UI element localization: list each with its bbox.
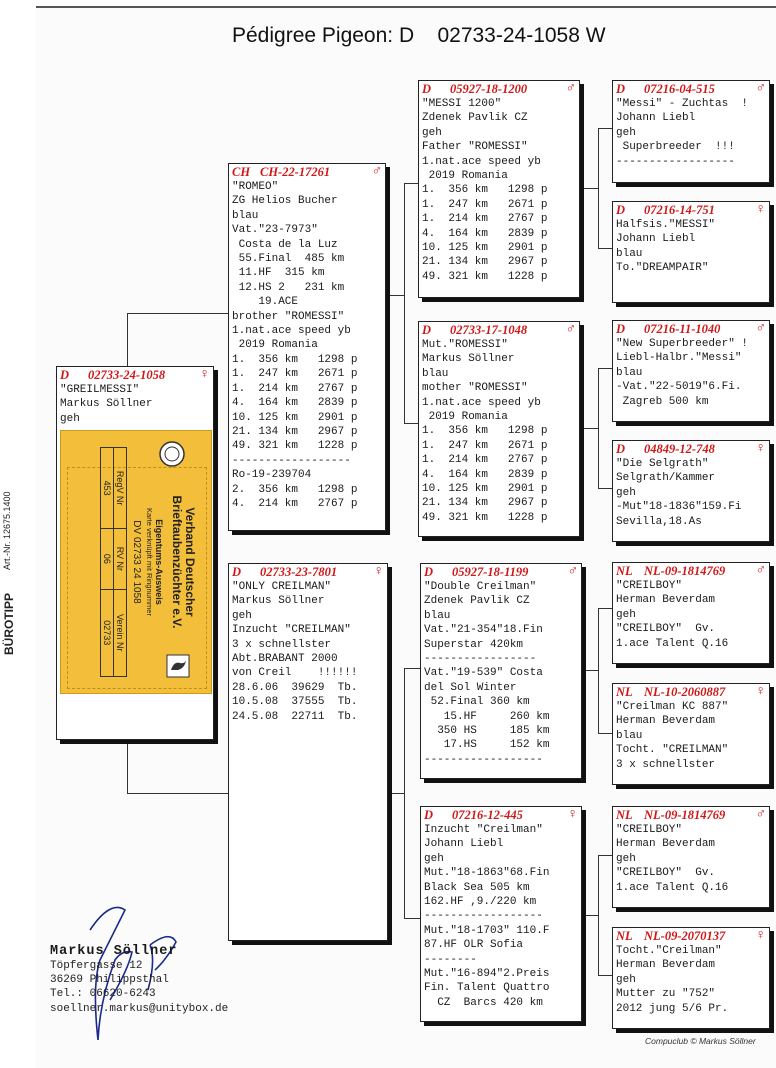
card-line: -------- — [424, 953, 477, 966]
card-line: 49. 321 km 1228 p — [232, 440, 358, 453]
maternal-granddam-card — [420, 806, 582, 1022]
country-code: D — [422, 81, 432, 96]
country-code: D — [424, 564, 434, 579]
sex-symbol: ♂ — [565, 322, 576, 337]
connector — [388, 793, 404, 794]
card-line: blau — [232, 209, 259, 222]
card-line: 1. 247 km 2671 p — [422, 198, 548, 211]
country-code: NL — [616, 684, 633, 699]
ring-number: 07216-04-515 — [644, 81, 715, 96]
card-line: Zdenek Pavlik CZ — [422, 112, 528, 125]
card-header — [613, 563, 769, 579]
card-line: geh — [232, 609, 252, 622]
ggp-card-5 — [612, 562, 770, 664]
card-line: geh — [424, 852, 444, 865]
ggp-card-1 — [612, 80, 770, 183]
ring-number: 02733-17-1048 — [450, 322, 528, 337]
card-line: 21. 134 km 2967 p — [232, 425, 358, 438]
connector — [598, 368, 599, 488]
card-line: Liebl-Halbr."Messi" — [616, 352, 742, 365]
card-line: 10. 125 km 2901 p — [232, 411, 358, 424]
card-line: blau — [616, 247, 643, 260]
country-code: NL — [616, 563, 633, 578]
owner-phone: Tel.: 06620-6243 — [50, 988, 156, 1001]
card-line: Herman Beverdam — [616, 838, 716, 851]
article-number: Art.-Nr. 12675.1400 — [2, 491, 12, 570]
card-line: blau — [424, 609, 451, 622]
card-line: 52.Final 360 km — [424, 696, 530, 709]
card-line: 1. 247 km 2671 p — [232, 368, 358, 381]
card-header — [229, 564, 387, 580]
card-line: ----------------- — [424, 653, 537, 666]
card-line: Mut."18-1863"68.Fin — [424, 867, 550, 880]
card-line: Ro-19-239704 — [232, 469, 312, 482]
card-line: Vat."21-354"18.Fin — [424, 624, 543, 637]
card-line: 1.nat.ace speed yb — [232, 325, 351, 338]
card-line: 3 x schnellster — [232, 638, 332, 651]
verein-header: Verein Nr — [114, 589, 127, 676]
card-line: "ROMEO" — [232, 181, 279, 193]
card-line: 12.HS 2 231 km — [232, 281, 345, 294]
card-line: "MESSI 1200" — [422, 98, 502, 110]
card-line: geh — [616, 973, 636, 986]
sex-symbol: ♀ — [755, 441, 766, 456]
sex-symbol: ♂ — [755, 321, 766, 336]
owner-name: Markus Söllner — [50, 944, 178, 959]
card-line: 4. 164 km 2839 p — [422, 468, 548, 481]
association-seal-icon — [157, 439, 187, 469]
card-line: "New Superbreeder" ! — [616, 338, 749, 350]
card-line: 1. 356 km 1298 p — [422, 425, 548, 438]
card-line: Superbreeder !!! — [616, 141, 735, 154]
card-line: 2019 Romania — [422, 411, 508, 424]
card-line: Selgrath/Kammer — [616, 472, 716, 485]
card-line: Markus Söllner — [60, 398, 153, 411]
rv-value: 06 — [101, 529, 114, 589]
card-line: ------------------ — [232, 454, 351, 467]
country-code: D — [616, 321, 626, 336]
card-line: geh — [60, 412, 80, 425]
connector — [598, 855, 599, 975]
brand-label: BÜROTIPP — [2, 592, 16, 655]
card-line: 4. 214 km 2767 p — [232, 497, 358, 510]
country-code: D — [616, 441, 626, 456]
connector — [404, 918, 420, 919]
card-line: Herman Beverdam — [616, 594, 716, 607]
card-line: Johann Liebl — [424, 838, 504, 851]
card-header — [613, 928, 769, 944]
ring-number: 07216-12-445 — [452, 807, 523, 822]
sex-symbol: ♂ — [755, 807, 766, 822]
ring-number: 05927-18-1199 — [452, 564, 529, 579]
sire-card — [228, 163, 386, 531]
card-line: 55.Final 485 km — [232, 253, 345, 266]
ownership-card-content — [76, 447, 196, 677]
card-line: blau — [422, 367, 449, 380]
card-line: 24.5.08 22711 Tb. — [232, 710, 358, 723]
card-line: 2019 Romania — [232, 339, 318, 352]
card-line: Tocht. "CREILMAN" — [616, 744, 729, 757]
card-line: 19.ACE — [232, 296, 299, 309]
connector — [404, 668, 405, 918]
card-header — [613, 684, 769, 700]
paternal-grandsire-card — [418, 80, 580, 298]
card-line: ------------------ — [616, 155, 735, 168]
card-line: -Vat."22-5019"6.Fi. — [616, 381, 742, 394]
card-line: 1. 214 km 2767 p — [422, 454, 548, 467]
ggp-card-3 — [612, 320, 770, 422]
card-note: Karte verknüpft mit Ringnummer — [145, 508, 154, 616]
card-line: von Creil !!!!!! — [232, 667, 358, 680]
card-line: To."DREAMPAIR" — [616, 262, 709, 275]
card-header — [613, 202, 769, 218]
country-code: D — [424, 807, 434, 822]
card-line: "CREILBOY" — [616, 824, 683, 836]
country-code: CH — [232, 164, 251, 179]
card-line: 1.nat.ace speed yb — [422, 396, 541, 409]
sex-symbol: ♀ — [755, 928, 766, 943]
card-line: 49. 321 km 1228 p — [422, 511, 548, 524]
connector — [385, 295, 404, 296]
pigeon-logo-icon — [165, 653, 191, 679]
card-line: Johann Liebl — [616, 233, 696, 246]
card-line: del Sol Winter — [424, 681, 517, 694]
card-line: "CREILBOY" Gv. — [616, 867, 716, 880]
sex-symbol: ♀ — [755, 684, 766, 699]
country-code: D — [232, 564, 242, 579]
card-line: geh — [616, 852, 636, 865]
card-line: "CREILBOY" — [616, 580, 683, 592]
sex-symbol: ♀ — [567, 807, 578, 822]
card-line: Abt.BRABANT 2000 — [232, 653, 338, 666]
card-line: 10.5.08 37555 Tb. — [232, 696, 358, 709]
card-line: ZG Helios Bucher — [232, 195, 338, 208]
regv-value: 453 — [101, 448, 114, 529]
sex-symbol: ♂ — [371, 164, 382, 179]
org-name-line1: Verband Deutscher — [183, 507, 197, 617]
dam-card — [228, 563, 388, 941]
card-line: -Mut"18-1836"159.Fi — [616, 501, 742, 514]
card-header — [613, 321, 769, 337]
card-line: Vat."23-7973" — [232, 224, 318, 237]
sex-symbol: ♀ — [199, 367, 210, 382]
country-code: D — [60, 367, 70, 382]
card-header — [421, 807, 581, 823]
card-line: "Double Creilman" — [424, 581, 537, 593]
country-code: D — [616, 202, 626, 217]
ggp-card-4 — [612, 440, 770, 542]
card-line: Mut."16-894"2.Preis — [424, 968, 550, 981]
ring-number: 07216-11-1040 — [644, 321, 721, 336]
sex-symbol: ♂ — [565, 81, 576, 96]
card-line: 28.6.06 39629 Tb. — [232, 681, 358, 694]
ring-number: CH-22-17261 — [260, 164, 331, 179]
ring-number: 07216-14-751 — [644, 202, 715, 217]
rv-header: RV Nr — [114, 529, 127, 589]
card-line: "Messi" - Zuchtas ! — [616, 98, 749, 110]
card-title: Eigentums-Ausweis — [154, 519, 164, 605]
card-line: Halfsis."MESSI" — [616, 219, 716, 231]
card-line: 1.ace Talent Q.16 — [616, 881, 729, 894]
connector — [127, 793, 230, 794]
card-line: 2. 356 km 1298 p — [232, 483, 358, 496]
ggp-card-7 — [612, 806, 770, 908]
card-header — [613, 441, 769, 457]
card-line: 11.HF 315 km — [232, 267, 325, 280]
card-line: Costa de la Luz — [232, 238, 338, 251]
card-line: Zagreb 500 km — [616, 395, 709, 408]
card-line: Tocht."Creilman" — [616, 945, 722, 957]
paternal-granddam-card — [418, 321, 580, 537]
card-line: 1. 356 km 1298 p — [422, 184, 548, 197]
card-line: Herman Beverdam — [616, 715, 716, 728]
owner-street: Töpfergasse 12 — [50, 960, 143, 972]
card-line: 1. 214 km 2767 p — [422, 213, 548, 226]
ring-number: 04849-12-748 — [644, 441, 715, 456]
owner-city: 36269 Philippsthal — [50, 974, 169, 987]
footer-credit: Compuclub © Markus Söllner — [645, 1036, 756, 1046]
club-table — [100, 447, 127, 677]
regv-header: RegV Nr — [114, 448, 127, 529]
card-line: Herman Beverdam — [616, 959, 716, 972]
card-line: Mut."ROMESSI" — [422, 339, 508, 351]
ggp-card-8 — [612, 927, 770, 1029]
card-line: 49. 321 km 1228 p — [422, 270, 548, 283]
card-line: "GREILMESSI" — [60, 384, 140, 396]
ownership-card — [60, 430, 212, 694]
card-line: Johann Liebl — [616, 112, 696, 125]
card-line: 1. 247 km 2671 p — [422, 439, 548, 452]
card-line: Father "ROMESSI" — [422, 141, 528, 154]
ring-number: 05927-18-1200 — [450, 81, 528, 96]
connector — [582, 915, 598, 916]
connector — [580, 188, 598, 189]
card-header — [419, 322, 579, 338]
card-line: 1. 214 km 2767 p — [232, 382, 358, 395]
card-line: 10. 125 km 2901 p — [422, 242, 548, 255]
connector — [598, 608, 599, 733]
card-line: Mut."18-1703" 110.F — [424, 924, 550, 937]
card-line: 15.HF 260 km — [424, 710, 550, 723]
ring-number: NL-10-2060887 — [644, 684, 726, 699]
connector — [127, 313, 230, 314]
card-line: "ONLY CREILMAN" — [232, 581, 332, 593]
card-header — [229, 164, 385, 180]
page-title: Pédigree Pigeon: D 02733-24-1058 W — [232, 24, 606, 47]
maternal-grandsire-card — [420, 563, 582, 779]
connector — [580, 428, 598, 429]
card-line: geh — [422, 126, 442, 139]
card-line: 1.ace Talent Q.16 — [616, 637, 729, 650]
card-line: Zdenek Pavlik CZ — [424, 595, 530, 608]
card-line: Superstar 420km — [424, 638, 524, 651]
card-line: brother "ROMESSI" — [232, 310, 345, 323]
card-line: Sevilla,18.As — [616, 515, 702, 528]
owner-email[interactable]: soellner.markus@unitybox.de — [50, 1002, 229, 1015]
ring-number: 02733-23-7801 — [260, 564, 338, 579]
card-line: 350 HS 185 km — [424, 725, 550, 738]
country-code: NL — [616, 807, 633, 822]
connector — [582, 670, 598, 671]
ring-number: NL-09-1814769 — [644, 807, 726, 822]
country-code: D — [422, 322, 432, 337]
card-header — [613, 807, 769, 823]
org-name-line2: Brieftaubenzüchter e.V. — [170, 495, 184, 629]
ggp-card-2 — [612, 201, 770, 303]
card-line: Black Sea 505 km — [424, 881, 530, 894]
card-header — [613, 81, 769, 97]
card-line: 4. 164 km 2839 p — [232, 397, 358, 410]
card-line: Fin. Talent Quattro — [424, 982, 550, 995]
card-line: geh — [616, 486, 636, 499]
country-code: D — [616, 81, 626, 96]
card-line: Markus Söllner — [232, 595, 325, 608]
card-line: 17.HS 152 km — [424, 739, 550, 752]
card-header — [419, 81, 579, 97]
card-line: ------------------ — [424, 910, 543, 923]
card-line: 87.HF OLR Sofia — [424, 939, 524, 952]
card-line: Markus Söllner — [422, 353, 515, 366]
card-line: blau — [616, 366, 643, 379]
card-line: 21. 134 km 2967 p — [422, 497, 548, 510]
connector — [404, 183, 405, 423]
country-code: NL — [616, 928, 633, 943]
sex-symbol: ♂ — [567, 564, 578, 579]
card-line: 2019 Romania — [422, 170, 508, 183]
card-line: 2012 jung 5/6 Pr. — [616, 1002, 729, 1015]
card-line: "Die Selgrath" — [616, 458, 709, 470]
card-header — [57, 367, 213, 383]
card-line: 162.HF ,9./220 km — [424, 896, 537, 909]
card-line: geh — [616, 126, 636, 139]
card-line: ------------------ — [424, 753, 543, 766]
ring-number: DV 02733 24 1058 — [131, 520, 142, 604]
card-line: 21. 134 km 2967 p — [422, 256, 548, 269]
card-line: 1. 356 km 1298 p — [232, 353, 358, 366]
ring-number: NL-09-2070137 — [644, 928, 726, 943]
sex-symbol: ♂ — [755, 563, 766, 578]
card-line: 1.nat.ace speed yb — [422, 155, 541, 168]
card-line: 10. 125 km 2901 p — [422, 483, 548, 496]
card-line: Inzucht "CREILMAN" — [232, 624, 351, 637]
verein-value: 02733 — [101, 589, 114, 676]
card-line: Mutter zu "752" — [616, 988, 716, 1001]
ring-number: NL-09-1814769 — [644, 563, 726, 578]
card-line: Vat."19-539" Costa — [424, 667, 543, 680]
sex-symbol: ♀ — [373, 564, 384, 579]
connector — [598, 128, 599, 248]
card-line: mother "ROMESSI" — [422, 382, 528, 395]
connector — [404, 668, 420, 669]
card-header — [421, 564, 581, 580]
sex-symbol: ♀ — [755, 202, 766, 217]
card-line: 4. 164 km 2839 p — [422, 227, 548, 240]
card-line: "Creilman KC 887" — [616, 701, 729, 713]
card-line: 3 x schnellster — [616, 758, 716, 771]
card-line: CZ Barcs 420 km — [424, 996, 543, 1009]
card-line: blau — [616, 729, 643, 742]
card-line: Inzucht "Creilman" — [424, 824, 543, 836]
sex-symbol: ♂ — [755, 81, 766, 96]
card-line: "CREILBOY" Gv. — [616, 623, 716, 636]
ggp-card-6 — [612, 683, 770, 785]
card-line: geh — [616, 608, 636, 621]
owner-block — [50, 944, 228, 1016]
ring-number: 02733-24-1058 — [88, 367, 166, 382]
